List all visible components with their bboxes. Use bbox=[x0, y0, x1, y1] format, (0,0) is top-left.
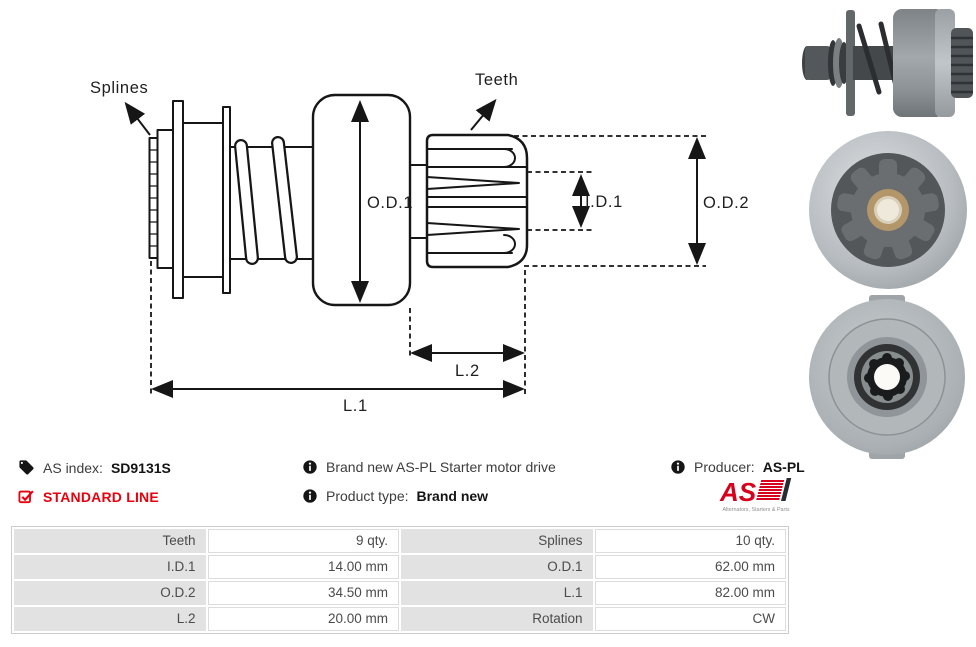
spec-label: Rotation bbox=[401, 607, 593, 631]
product-type-value: Brand new bbox=[416, 488, 489, 504]
product-type-label: Product type: bbox=[326, 488, 409, 504]
standard-line-row bbox=[18, 488, 159, 505]
description-text: Brand new AS-PL Starter motor drive bbox=[326, 459, 556, 475]
info-icon bbox=[302, 459, 318, 475]
producer-label: Producer: bbox=[694, 459, 755, 475]
diagram-flange-1 bbox=[173, 101, 183, 298]
spec-value: 34.50 mm bbox=[208, 581, 400, 605]
info-icon bbox=[670, 459, 686, 475]
spec-value: 82.00 mm bbox=[595, 581, 787, 605]
product-type-row bbox=[302, 488, 488, 504]
diagram-spring bbox=[241, 143, 291, 258]
producer-value: AS-PL bbox=[762, 459, 805, 475]
teeth-label: Teeth bbox=[475, 71, 519, 89]
spec-label: O.D.1 bbox=[401, 555, 593, 579]
standard-line-label: STANDARD LINE bbox=[43, 488, 159, 505]
as-index-value: SD9131S bbox=[110, 459, 171, 476]
diagram-cylinder bbox=[183, 123, 223, 277]
teeth-pointer bbox=[471, 102, 494, 130]
spec-label: L.2 bbox=[14, 607, 206, 631]
spec-value: 9 qty. bbox=[208, 529, 400, 553]
spec-label: Splines bbox=[401, 529, 593, 553]
spec-table bbox=[11, 526, 789, 634]
spec-label: O.D.2 bbox=[14, 581, 206, 605]
spec-value: 62.00 mm bbox=[595, 555, 787, 579]
tag-icon bbox=[18, 459, 35, 476]
as-index-row bbox=[18, 459, 171, 476]
od2-label: O.D.2 bbox=[703, 194, 750, 212]
description-row bbox=[302, 459, 556, 475]
l2-label: L.2 bbox=[455, 362, 480, 380]
spec-label: L.1 bbox=[401, 581, 593, 605]
splines-pointer bbox=[127, 105, 150, 135]
photo-side-view[interactable] bbox=[795, 4, 975, 122]
photo-rear-spline-view[interactable] bbox=[798, 293, 976, 461]
splines-label: Splines bbox=[90, 79, 149, 97]
photo-front-gear-view[interactable] bbox=[800, 127, 976, 293]
od1-label: O.D.1 bbox=[367, 194, 414, 212]
logo-text: AS bbox=[720, 477, 757, 507]
diagram-hub bbox=[158, 130, 174, 268]
info-icon bbox=[302, 488, 318, 504]
l1-label: L.1 bbox=[343, 397, 368, 415]
producer-row bbox=[670, 459, 805, 475]
logo-tagline: Alternators, Starters & Parts bbox=[722, 507, 790, 513]
spec-value: 20.00 mm bbox=[208, 607, 400, 631]
as-index-label: AS index: bbox=[43, 459, 103, 476]
diagram-flange-2 bbox=[223, 107, 230, 293]
checkbox-checked-icon bbox=[18, 488, 35, 505]
spec-value: 14.00 mm bbox=[208, 555, 400, 579]
as-pl-logo bbox=[719, 477, 793, 514]
spec-value: 10 qty. bbox=[595, 529, 787, 553]
spec-value: CW bbox=[595, 607, 787, 631]
spec-label: I.D.1 bbox=[14, 555, 206, 579]
spec-label: Teeth bbox=[14, 529, 206, 553]
id1-label: I.D.1 bbox=[585, 193, 623, 211]
diagram-pinion bbox=[427, 135, 527, 267]
